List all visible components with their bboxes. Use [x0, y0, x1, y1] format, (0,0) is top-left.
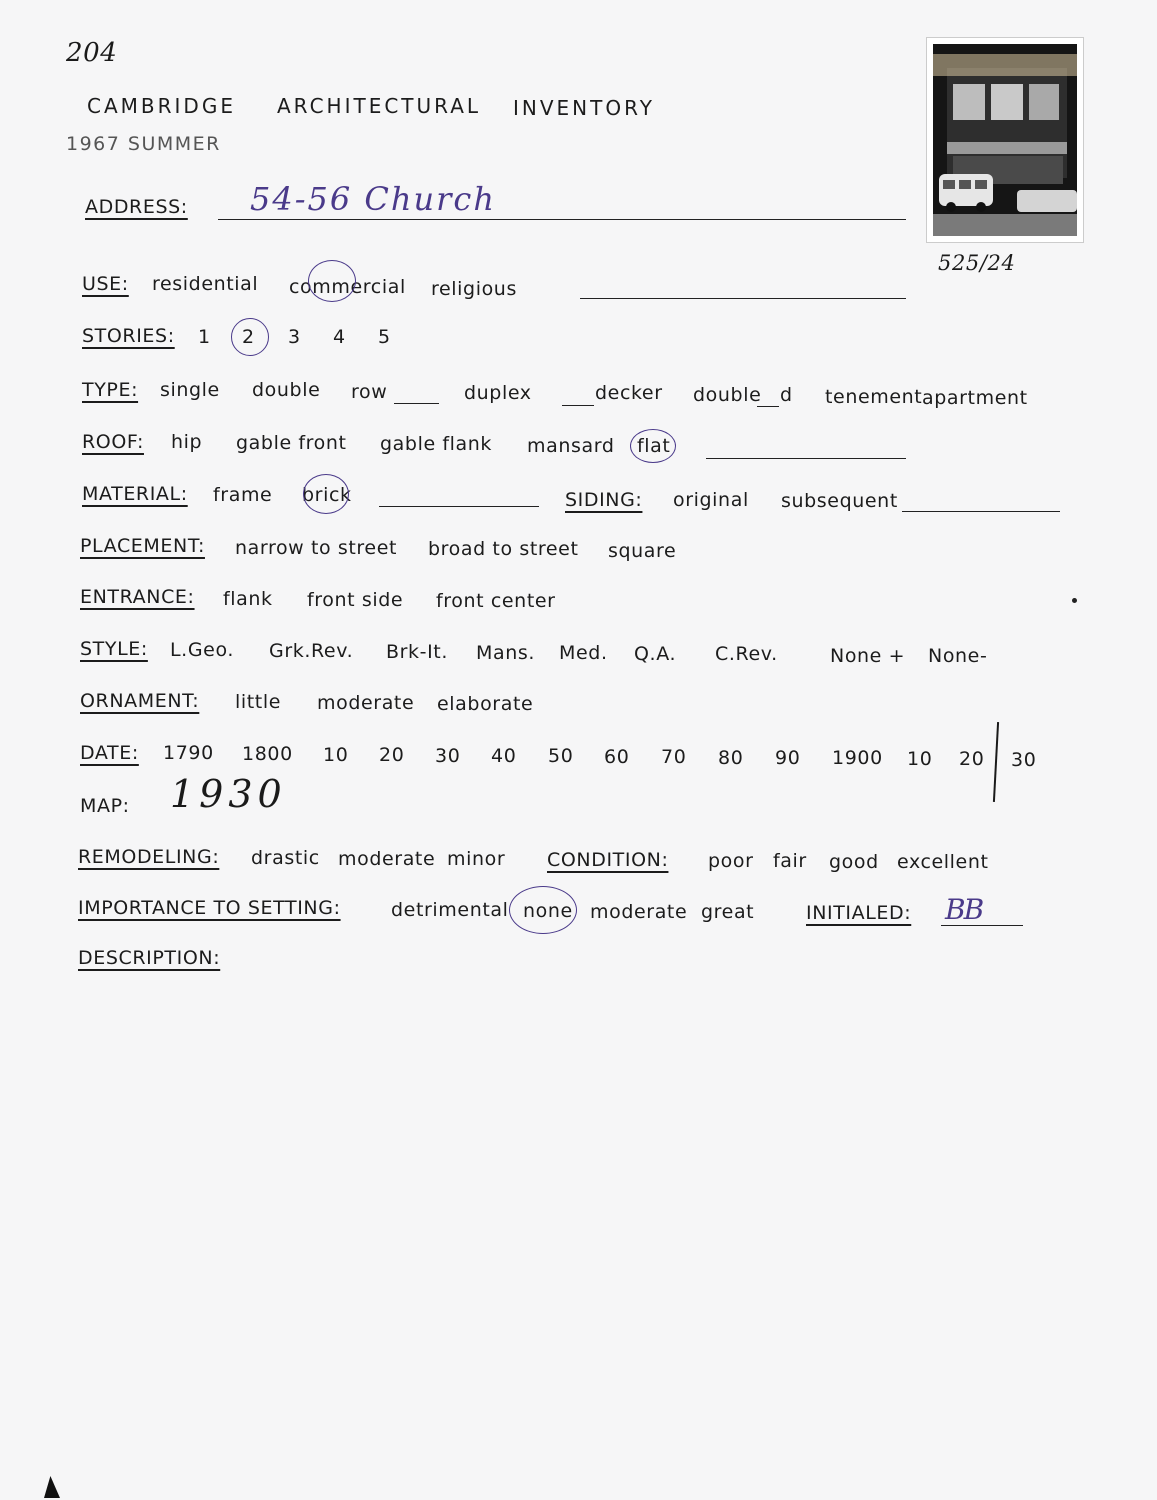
condition-poor: poor: [708, 850, 754, 872]
placement-square: square: [608, 540, 677, 562]
style-none-plus: None +: [830, 645, 906, 667]
date-1920: 20: [959, 748, 985, 770]
use-selection-circle: [308, 260, 356, 302]
type-row-line: [394, 403, 439, 404]
building-photo-image: [933, 44, 1077, 236]
type-decker-line: [562, 405, 594, 406]
importance-label: IMPORTANCE TO SETTING:: [78, 897, 341, 919]
title-word-3: INVENTORY: [513, 96, 655, 120]
material-brick: brick: [302, 484, 352, 506]
date-30: 30: [435, 745, 461, 767]
date-pen-mark: [993, 722, 999, 802]
address-value: 54-56 Church: [250, 180, 496, 218]
date-1930: 30: [1011, 749, 1037, 771]
remodeling-moderate: moderate: [338, 848, 436, 870]
date-40: 40: [491, 745, 517, 767]
material-frame: frame: [213, 484, 273, 506]
stories-3: 3: [288, 326, 301, 348]
siding-subsequent: subsequent: [781, 490, 898, 512]
placement-narrow: narrow to street: [235, 537, 398, 559]
ornament-label: ORNAMENT:: [80, 690, 200, 712]
condition-good: good: [829, 851, 879, 873]
condition-excellent: excellent: [897, 851, 989, 873]
use-commercial: commercial: [289, 276, 406, 298]
date-1790: 1790: [163, 742, 214, 764]
type-double-d-line: [757, 406, 779, 407]
roof-selection-circle: [630, 429, 676, 463]
style-lgeo: L.Geo.: [170, 639, 234, 661]
map-label: MAP:: [80, 795, 130, 817]
importance-great: great: [701, 901, 755, 923]
initialed-value: BB: [945, 893, 983, 926]
roof-flat: flat: [637, 435, 671, 457]
stories-1: 1: [198, 326, 211, 348]
title-word-1: CAMBRIDGE: [87, 94, 236, 118]
placement-broad: broad to street: [428, 538, 579, 560]
title-word-2: ARCHITECTURAL: [277, 94, 482, 118]
roof-gable-flank: gable flank: [380, 433, 493, 455]
date-50: 50: [548, 745, 574, 767]
type-apartment: apartment: [922, 387, 1028, 409]
importance-moderate: moderate: [590, 901, 688, 923]
type-label: TYPE:: [82, 379, 139, 401]
style-med: Med.: [559, 642, 608, 664]
torn-corner-mark: [44, 1476, 60, 1498]
roof-mansard: mansard: [527, 435, 615, 457]
stories-5: 5: [378, 326, 391, 348]
stories-label: STORIES:: [82, 325, 175, 347]
date-10: 10: [323, 744, 349, 766]
importance-none: none: [523, 900, 573, 922]
style-label: STYLE:: [80, 638, 148, 660]
initialed-label: INITIALED:: [806, 902, 912, 924]
remodeling-drastic: drastic: [251, 847, 320, 869]
entrance-flank: flank: [223, 588, 273, 610]
date-90: 90: [775, 747, 801, 769]
date-1900: 1900: [832, 747, 883, 769]
remodeling-label: REMODELING:: [78, 846, 220, 868]
ornament-little: little: [235, 691, 282, 713]
siding-other-line: [902, 511, 1060, 512]
material-label: MATERIAL:: [82, 483, 188, 505]
siding-original: original: [673, 489, 749, 511]
type-decker: decker: [595, 382, 663, 404]
use-religious: religious: [431, 278, 517, 300]
description-label: DESCRIPTION:: [78, 947, 221, 969]
material-selection-circle: [303, 474, 349, 514]
type-d: d: [780, 384, 793, 406]
ornament-elaborate: elaborate: [437, 693, 534, 715]
roof-other-line: [706, 458, 906, 459]
date-80: 80: [718, 747, 744, 769]
ink-speck: [1072, 598, 1077, 603]
type-double-d: double: [693, 384, 762, 406]
type-single: single: [160, 379, 220, 401]
condition-fair: fair: [773, 850, 807, 872]
remodeling-minor: minor: [447, 848, 506, 870]
type-tenement: tenement: [825, 386, 923, 408]
material-other-line: [379, 506, 539, 507]
date-1800: 1800: [242, 743, 293, 765]
entrance-label: ENTRANCE:: [80, 586, 195, 608]
condition-label: CONDITION:: [547, 849, 669, 871]
placement-label: PLACEMENT:: [80, 535, 205, 557]
map-value: 1930: [170, 772, 287, 816]
date-70: 70: [661, 746, 687, 768]
address-line: [218, 219, 906, 220]
use-other-line: [580, 298, 906, 299]
address-label: ADDRESS:: [85, 196, 188, 218]
type-double: double: [252, 379, 321, 401]
date-1910: 10: [907, 748, 933, 770]
ornament-moderate: moderate: [317, 692, 415, 714]
importance-detrimental: detrimental: [391, 899, 509, 921]
date-20: 20: [379, 744, 405, 766]
style-qa: Q.A.: [634, 643, 677, 665]
style-grkrev: Grk.Rev.: [269, 640, 354, 662]
style-mans: Mans.: [476, 642, 536, 664]
roof-label: ROOF:: [82, 431, 144, 453]
stories-selection-circle: [231, 318, 269, 356]
use-residential: residential: [152, 273, 259, 295]
importance-selection-circle: [509, 886, 577, 934]
date-label: DATE:: [80, 742, 139, 764]
stories-4: 4: [333, 326, 346, 348]
season: 1967 SUMMER: [66, 133, 221, 155]
use-label: USE:: [82, 273, 129, 295]
siding-label: SIDING:: [565, 489, 643, 511]
entrance-front-side: front side: [307, 589, 404, 611]
page-number: 204: [66, 38, 118, 68]
building-photo: [926, 37, 1084, 243]
roof-hip: hip: [171, 431, 203, 453]
style-none-minus: None-: [928, 645, 988, 667]
photo-caption: 525/24: [938, 251, 1016, 275]
type-row: row: [351, 381, 388, 403]
style-brkit: Brk-It.: [386, 641, 448, 663]
date-60: 60: [604, 746, 630, 768]
stories-2: 2: [242, 326, 255, 348]
style-crev: C.Rev.: [715, 643, 778, 665]
roof-gable-front: gable front: [236, 432, 347, 454]
type-duplex: duplex: [464, 382, 532, 404]
entrance-front-center: front center: [436, 590, 556, 612]
